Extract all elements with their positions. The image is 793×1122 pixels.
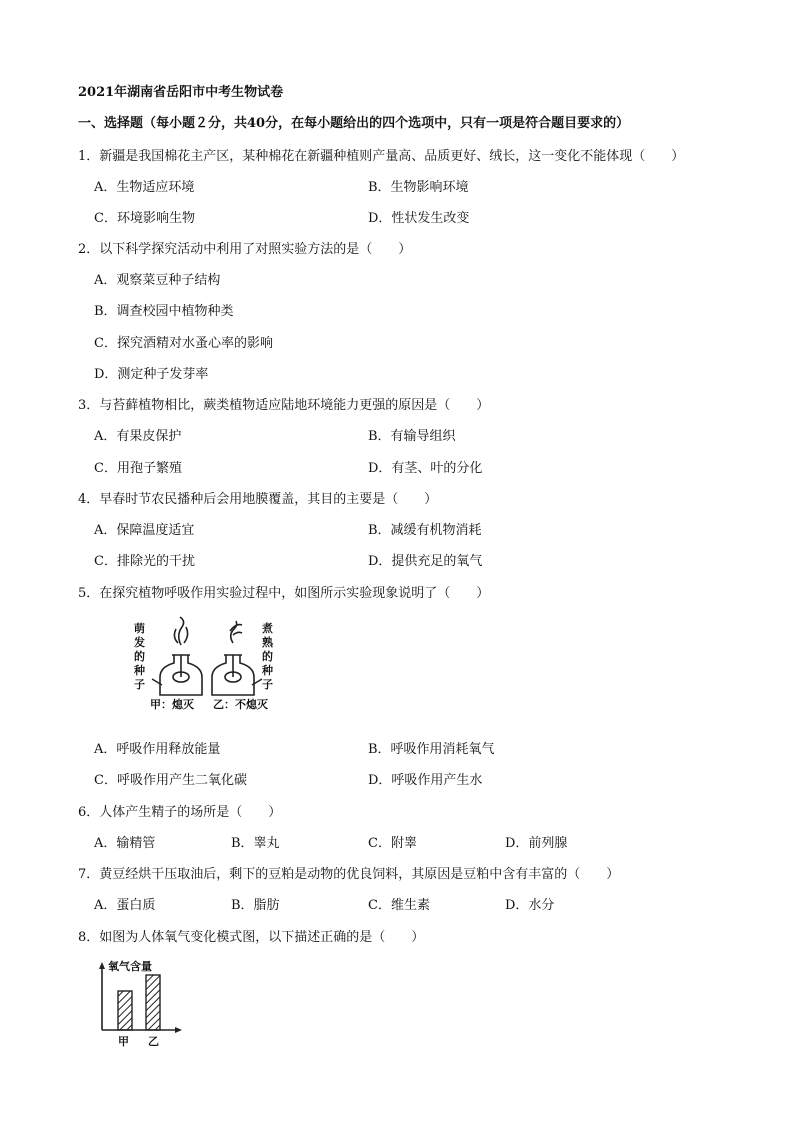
question-1-stem: 1．新疆是我国棉花主产区，某种棉花在新疆种植则产量高、品质更好、绒长，这一变化不能体现（ ） xyxy=(78,149,685,164)
figure-caption-yi: 乙：不熄灭 xyxy=(213,698,268,711)
question-1-option-c[interactable]: C．环境影响生物 xyxy=(94,211,195,226)
question-8-stem: 8．如图为人体氧气变化模式图，以下描述正确的是（ ） xyxy=(78,930,425,945)
question-5-option-a[interactable]: A．呼吸作用释放能量 xyxy=(94,742,221,757)
bar-jia xyxy=(118,991,132,1030)
figure-label-germinating-seeds: 萌发的种子 xyxy=(134,622,145,691)
question-6-option-b[interactable]: B．睾丸 xyxy=(231,836,280,851)
question-7-stem: 7．黄豆经烘干压取油后，剩下的豆粕是动物的优良饲料，其原因是豆粕中含有丰富的（ ） xyxy=(78,867,620,882)
question-7-option-d[interactable]: D．水分 xyxy=(505,898,555,913)
question-6-stem: 6．人体产生精子的场所是（ ） xyxy=(78,805,282,820)
question-2-option-c[interactable]: C．探究酒精对水蚤心率的影响 xyxy=(94,336,273,351)
question-2-option-a[interactable]: A．观察菜豆种子结构 xyxy=(94,273,221,288)
question-7-option-c[interactable]: C．维生素 xyxy=(368,898,430,913)
x-axis-arrow xyxy=(175,1027,182,1033)
exam-title: 2021年湖南省岳阳市中考生物试卷 xyxy=(78,85,284,100)
question-4-option-a[interactable]: A．保障温度适宜 xyxy=(94,523,195,538)
question-3-option-c[interactable]: C．用孢子繁殖 xyxy=(94,461,182,476)
jar-jia xyxy=(160,617,202,695)
chart-x-label-jia: 甲 xyxy=(118,1035,129,1048)
bar-yi xyxy=(146,975,160,1030)
question-3-option-d[interactable]: D．有茎、叶的分化 xyxy=(368,461,483,476)
question-1-option-b[interactable]: B．生物影响环境 xyxy=(368,180,469,195)
question-6-option-d[interactable]: D．前列腺 xyxy=(505,836,568,851)
question-4-option-c[interactable]: C．排除光的干扰 xyxy=(94,554,195,569)
question-2-option-d[interactable]: D．测定种子发芽率 xyxy=(94,367,209,382)
figure-label-boiled-seeds: 煮熟的种子 xyxy=(262,622,273,691)
chart-x-label-yi: 乙 xyxy=(148,1035,159,1048)
section-heading: 一、选择题（每小题２分，共40分，在每小题给出的四个选项中，只有一项是符合题目要求的） xyxy=(78,116,630,131)
question-3-option-a[interactable]: A．有果皮保护 xyxy=(94,429,182,444)
question-6-option-a[interactable]: A．输精管 xyxy=(94,836,156,851)
question-1-option-a[interactable]: A．生物适应环境 xyxy=(94,180,195,195)
question-7-option-a[interactable]: A．蛋白质 xyxy=(94,898,156,913)
question-2-stem: 2．以下科学探究活动中利用了对照实验方法的是（ ） xyxy=(78,242,412,257)
question-6-option-c[interactable]: C．附睾 xyxy=(368,836,417,851)
question-5-option-d[interactable]: D．呼吸作用产生水 xyxy=(368,773,483,788)
question-2-option-b[interactable]: B．调查校园中植物种类 xyxy=(94,304,234,319)
question-7-option-b[interactable]: B．脂肪 xyxy=(231,898,280,913)
question-4-stem: 4．早春时节农民播种后会用地膜覆盖，其目的主要是（ ） xyxy=(78,492,438,507)
question-3-stem: 3．与苔藓植物相比，蕨类植物适应陆地环境能力更强的原因是（ ） xyxy=(78,398,490,413)
figure-caption-jia: 甲：熄灭 xyxy=(150,698,194,711)
question-1-option-d[interactable]: D．性状发生改变 xyxy=(368,211,470,226)
y-axis-arrow xyxy=(99,962,105,969)
question-3-option-b[interactable]: B．有输导组织 xyxy=(368,429,456,444)
question-4-option-d[interactable]: D．提供充足的氧气 xyxy=(368,554,483,569)
question-5-option-c[interactable]: C．呼吸作用产生二氧化碳 xyxy=(94,773,247,788)
jar-yi xyxy=(212,621,254,695)
question-4-option-b[interactable]: B．减缓有机物消耗 xyxy=(368,523,482,538)
chart-y-label: 氧气含量 xyxy=(108,960,152,973)
question-5-option-b[interactable]: B．呼吸作用消耗氧气 xyxy=(368,742,495,757)
question-5-stem: 5．在探究植物呼吸作用实验过程中，如图所示实验现象说明了（ ） xyxy=(78,586,490,601)
